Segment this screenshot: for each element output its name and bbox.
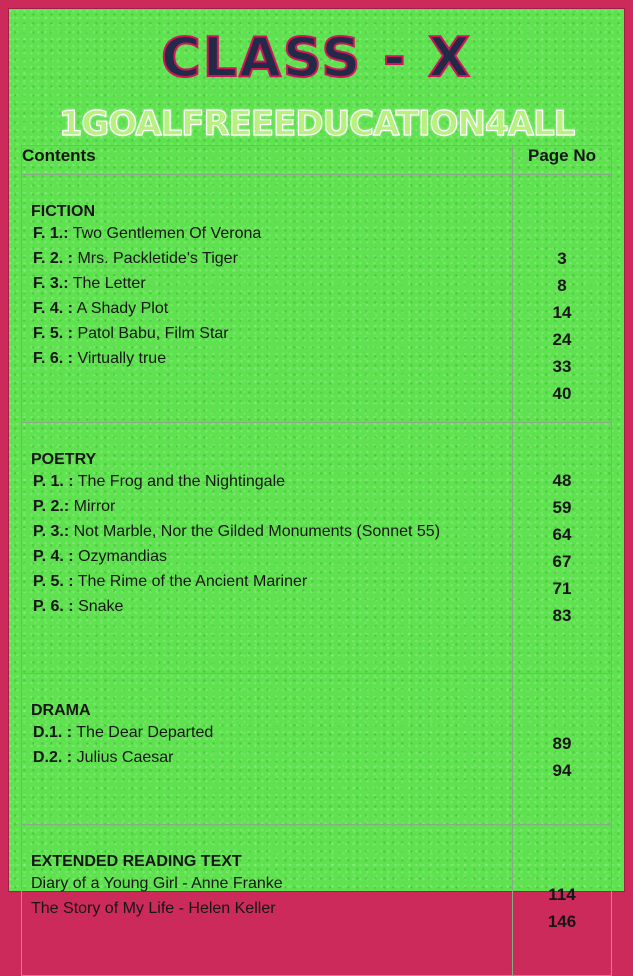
page-number: 24 [552, 330, 572, 349]
item-title: The Letter [68, 275, 146, 292]
item-code: F. 3.: [33, 275, 69, 292]
list-item [33, 321, 512, 346]
item-title: Snake [73, 598, 124, 615]
section-heading: EXTENDED READING TEXT [31, 853, 242, 870]
page-number: 71 [552, 579, 572, 598]
list-item [33, 494, 512, 519]
page-number: 14 [552, 303, 572, 322]
page-number: 146 [547, 912, 577, 931]
list-item [33, 594, 512, 619]
page-number: 67 [552, 552, 572, 571]
item-code: P. 6. : [33, 598, 74, 615]
section-items [22, 175, 513, 423]
section-heading: FICTION [31, 203, 95, 220]
section-pages [513, 175, 612, 423]
page-no-header: Page No [513, 146, 612, 175]
item-title: Virtually true [73, 350, 167, 367]
page-number: 59 [552, 498, 572, 517]
list-item [33, 296, 512, 321]
section-items [22, 674, 513, 825]
section-row-poetry [22, 423, 612, 674]
item-title: Julius Caesar [72, 749, 174, 766]
item-title: Diary of a Young Girl - Anne Franke [31, 875, 283, 892]
item-code: F. 2. : [33, 250, 74, 267]
page-number: 94 [552, 761, 572, 780]
list-item [33, 221, 512, 246]
section-heading: DRAMA [31, 702, 91, 719]
item-code: F. 1.: [33, 225, 69, 242]
page-number: 64 [552, 525, 572, 544]
item-title: Two Gentlemen Of Verona [68, 225, 262, 242]
item-code: F. 6. : [33, 350, 74, 367]
page-title: CLASS - X [161, 26, 472, 89]
page-number: 3 [557, 249, 567, 268]
section-pages [513, 674, 612, 825]
list-item [33, 720, 512, 745]
section-pages [513, 423, 612, 674]
item-code: P. 3.: [33, 523, 70, 540]
list-item [33, 469, 512, 494]
section-row-extended-reading [22, 825, 612, 976]
page-number: 8 [557, 276, 567, 295]
item-title: Mirror [69, 498, 116, 515]
page-number: 83 [552, 606, 572, 625]
section-items [22, 423, 513, 674]
item-code: P. 2.: [33, 498, 70, 515]
item-title: Ozymandias [73, 548, 167, 565]
page-number: 89 [552, 734, 572, 753]
item-code: D.2. : [33, 749, 73, 766]
item-title: A Shady Plot [73, 300, 169, 317]
item-title: Not Marble, Nor the Gilded Monuments (Sonnet 55) [69, 523, 441, 540]
section-pages [513, 825, 612, 976]
list-item [33, 544, 512, 569]
list-item [33, 569, 512, 594]
section-row-drama [22, 674, 612, 825]
list-item [33, 745, 512, 770]
contents-header: Contents [22, 146, 513, 175]
list-item [33, 519, 512, 544]
section-heading: POETRY [31, 451, 97, 468]
list-item [31, 871, 512, 896]
item-code: P. 1. : [33, 473, 74, 490]
item-title: Mrs. Packletide's Tiger [73, 250, 238, 267]
list-item [33, 346, 512, 371]
page-number: 33 [552, 357, 572, 376]
list-item [33, 271, 512, 296]
table-header-row [22, 146, 612, 175]
item-code: F. 4. : [33, 300, 74, 317]
contents-table [21, 145, 612, 976]
page-number: 40 [552, 384, 572, 403]
page-subtitle: 1GOALFREEEDUCATION4ALL [58, 104, 575, 144]
item-title: The Frog and the Nightingale [73, 473, 286, 490]
item-code: P. 4. : [33, 548, 74, 565]
list-item [33, 246, 512, 271]
page-number: 48 [552, 471, 572, 490]
item-code: D.1. : [33, 724, 73, 741]
item-title: The Story of My Life - Helen Keller [31, 900, 276, 917]
item-code: P. 5. : [33, 573, 74, 590]
section-items [22, 825, 513, 976]
item-title: The Dear Departed [72, 724, 214, 741]
item-title: The Rime of the Ancient Mariner [73, 573, 308, 590]
section-row-fiction [22, 175, 612, 423]
page-number: 114 [548, 885, 576, 904]
item-title: Patol Babu, Film Star [73, 325, 229, 342]
item-code: F. 5. : [33, 325, 74, 342]
